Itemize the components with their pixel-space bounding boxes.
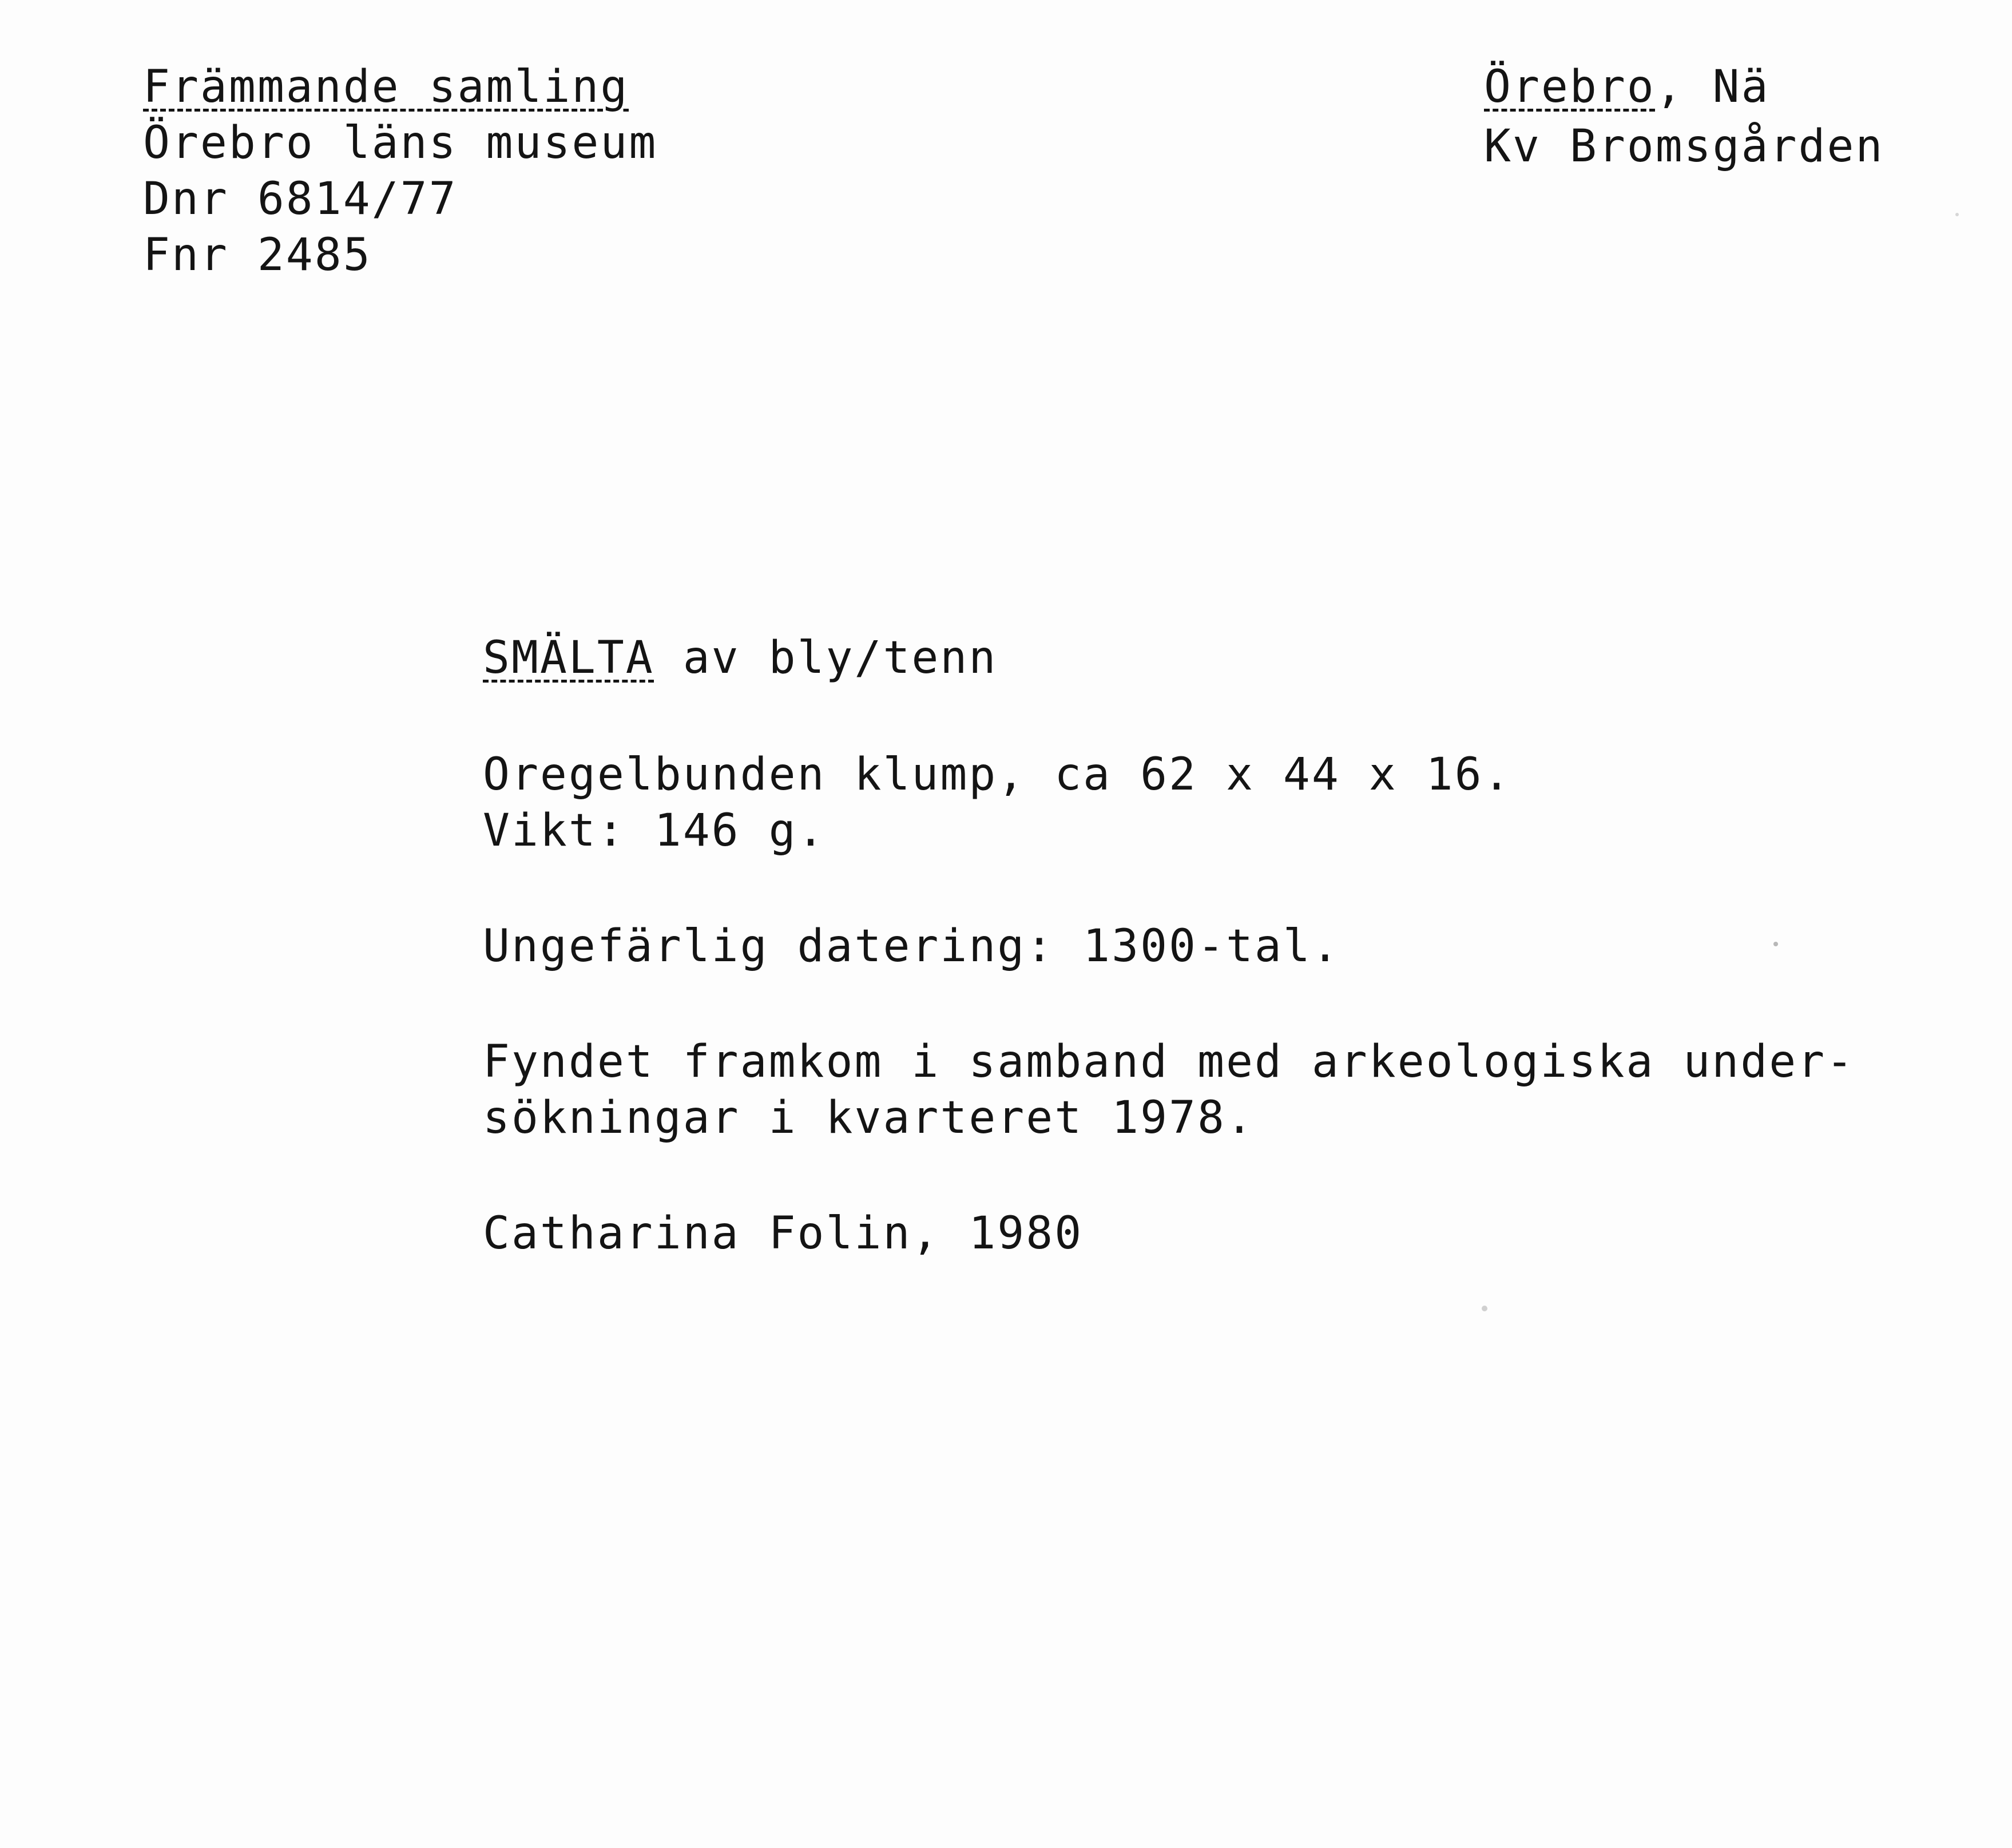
- location-heading: [1484, 60, 1770, 114]
- object-material: av bly/tenn: [654, 632, 998, 684]
- scan-speck: [1955, 213, 1959, 216]
- museum-name: Örebro läns museum: [143, 117, 658, 169]
- diary-number: Dnr 6814/77: [143, 173, 458, 225]
- scan-speck: [1773, 942, 1778, 946]
- scan-speck: [1482, 1306, 1487, 1311]
- object-name: SMÄLTA: [483, 632, 654, 684]
- author-signature: Catharina Folin, 1980: [483, 1208, 1084, 1259]
- location-suffix: , Nä: [1655, 61, 1770, 113]
- object-weight: Vikt: 146 g.: [483, 805, 826, 856]
- collection-heading: [143, 60, 629, 114]
- location-place: Örebro: [1484, 61, 1656, 113]
- object-description: Oregelbunden klump, ca 62 x 44 x 16.: [483, 749, 1512, 800]
- collection-name: Främmande samling: [143, 61, 629, 113]
- location-block: Kv Bromsgården: [1484, 121, 1884, 172]
- find-context-line-2: sökningar i kvarteret 1978.: [483, 1092, 1255, 1144]
- object-dating: Ungefärlig datering: 1300-tal.: [483, 921, 1340, 972]
- find-context-line-1: Fyndet framkom i samband med arkeologiska under-: [483, 1036, 1855, 1088]
- object-title: [483, 630, 997, 685]
- find-number: Fnr 2485: [143, 229, 372, 281]
